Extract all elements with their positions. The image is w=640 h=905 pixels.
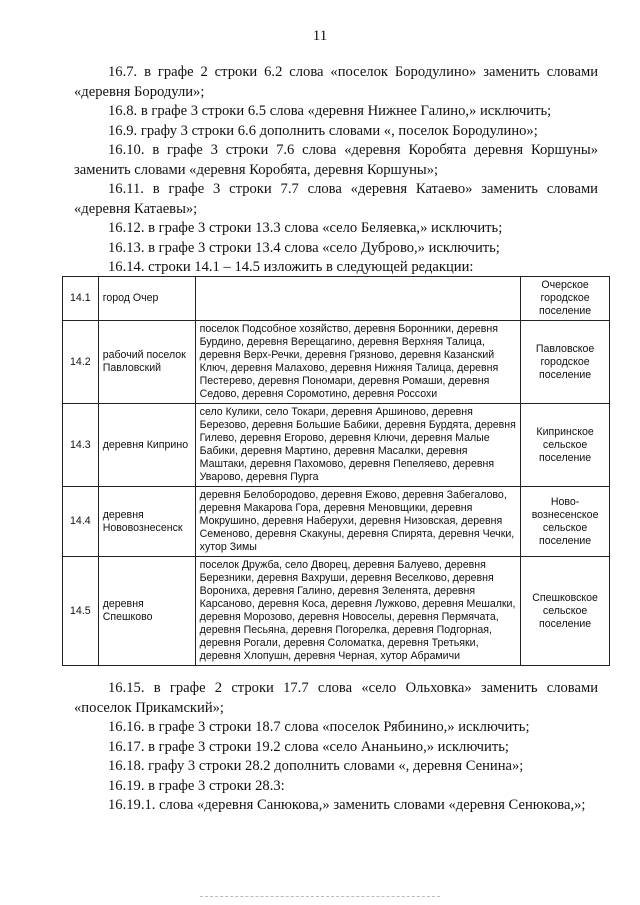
row-number: 14.5 xyxy=(63,557,99,666)
municipal-formation: Кипринское сельское поселение xyxy=(521,404,610,487)
admin-center: деревня Киприно xyxy=(98,404,195,487)
paragraph-16-18: 16.18. графу 3 строки 28.2 дополнить словами «, деревня Сенина»; xyxy=(108,758,524,774)
paragraph-16-16: 16.16. в графе 3 строки 18.7 слова «поселок Рябинино,» исключить; xyxy=(108,719,530,735)
settlement-list: деревня Белобородово, деревня Ежово, деревня Забегалово, деревня Макарова Гора, деревня Меновщики, деревня Мокрушино, деревня Наберухи, деревня Низовская, деревня Семеново, деревня Скакуны, деревня Спирята, деревня Чечки, хутор Зимы xyxy=(195,487,521,557)
admin-center: деревня Нововознесенск xyxy=(98,487,195,557)
scan-artifact-divider xyxy=(200,896,440,899)
paragraph-16-19-1: 16.19.1. слова «деревня Санюкова,» заменить словами «деревня Сенюкова,»; xyxy=(108,797,586,813)
settlement-list: поселок Дружба, село Дворец, деревня Балуево, деревня Березники, деревня Вахруши, деревня Веселково, деревня Ворониха, деревня Галино, деревня Зеленята, деревня Карсаново, деревня Коса, деревня Лужково, деревня Мешалки, деревня Морозово, деревня Новоселы, деревня Пермячата, деревня Песьяна, деревня Погорелка, деревня Подгорная, деревня Рогали, деревня Соломатка, деревня Третьяки, деревня Хлопушн, деревня Черная, хутор Абрамичи xyxy=(195,557,521,666)
row-number: 14.2 xyxy=(63,321,99,404)
paragraph-16-8: 16.8. в графе 3 строки 6.5 слова «деревня Нижнее Галино,» исключить; xyxy=(108,103,552,119)
municipal-formation: Ново-вознесенское сельское поселение xyxy=(521,487,610,557)
settlement-list: село Кулики, село Токари, деревня Аршиново, деревня Березово, деревня Большие Бабики, деревня Бурдята, деревня Гилево, деревня Егорово, деревня Ключи, деревня Малые Бабики, деревня Мартино, деревня Масалки, деревня Маштаки, деревня Пахомово, деревня Пепеляево, деревня Уварово, деревня Пурга xyxy=(195,404,521,487)
paragraph-16-14: 16.14. строки 14.1 – 14.5 изложить в следующей редакции: xyxy=(108,259,474,275)
paragraph-16-7: 16.7. в графе 2 строки 6.2 слова «поселок Бородулино» заменить словами «деревня Бородули»; xyxy=(74,64,598,100)
table-row xyxy=(63,487,610,557)
paragraph-16-9: 16.9. графу 3 строки 6.6 дополнить словами «, поселок Бородулино»; xyxy=(108,122,538,139)
settlement-list xyxy=(195,277,521,321)
paragraph-16-13: 16.13. в графе 3 строки 13.4 слова «село Дуброво,» исключить; xyxy=(108,239,500,256)
table-row xyxy=(63,557,610,666)
paragraph-16-12: 16.12. в графе 3 строки 13.3 слова «село Беляевка,» исключить; xyxy=(108,220,503,236)
amendments-top xyxy=(74,63,598,278)
paragraph-16-15: 16.15. в графе 2 строки 17.7 слова «село Ольховка» заменить словами «поселок Прикамский»; xyxy=(74,680,598,716)
row-number: 14.4 xyxy=(63,487,99,557)
paragraph-16-19: 16.19. в графе 3 строки 28.3: xyxy=(108,777,285,794)
settlement-list: поселок Подсобное хозяйство, деревня Боронники, деревня Бурдино, деревня Верещагино, деревня Верхняя Талица, деревня Верх-Речки, деревня Грязново, деревня Казанский Ключ, деревня Малахово, деревня Нижняя Талица, деревня Пестерево, деревня Пономари, деревня Ромаши, деревня Седово, деревня Соромотино, деревня Россохи xyxy=(195,321,521,404)
admin-center: деревня Спешково xyxy=(98,557,195,666)
page-number: 11 xyxy=(312,28,328,44)
paragraph-16-17: 16.17. в графе 3 строки 19.2 слова «село Ананьино,» исключить; xyxy=(108,738,509,755)
settlements-table xyxy=(62,276,610,666)
municipal-formation: Спешковское сельское поселение xyxy=(521,557,610,666)
amendments-bottom xyxy=(74,679,598,816)
table-row xyxy=(63,404,610,487)
row-number: 14.1 xyxy=(63,277,99,321)
paragraph-16-10: 16.10. в графе 3 строки 7.6 слова «деревня Коробята деревня Коршуны» заменить словами «деревня Коробята, деревня Коршуны»; xyxy=(74,142,598,178)
paragraph-16-11: 16.11. в графе 3 строки 7.7 слова «деревня Катаево» заменить словами «деревня Катаевы»; xyxy=(74,181,598,217)
table-row xyxy=(63,277,610,321)
row-number: 14.3 xyxy=(63,404,99,487)
admin-center: рабочий поселок Павловский xyxy=(98,321,195,404)
table-row xyxy=(63,321,610,404)
admin-center: город Очер xyxy=(98,277,195,321)
municipal-formation: Очерское городское поселение xyxy=(521,277,610,321)
municipal-formation: Павловское городское поселение xyxy=(521,321,610,404)
